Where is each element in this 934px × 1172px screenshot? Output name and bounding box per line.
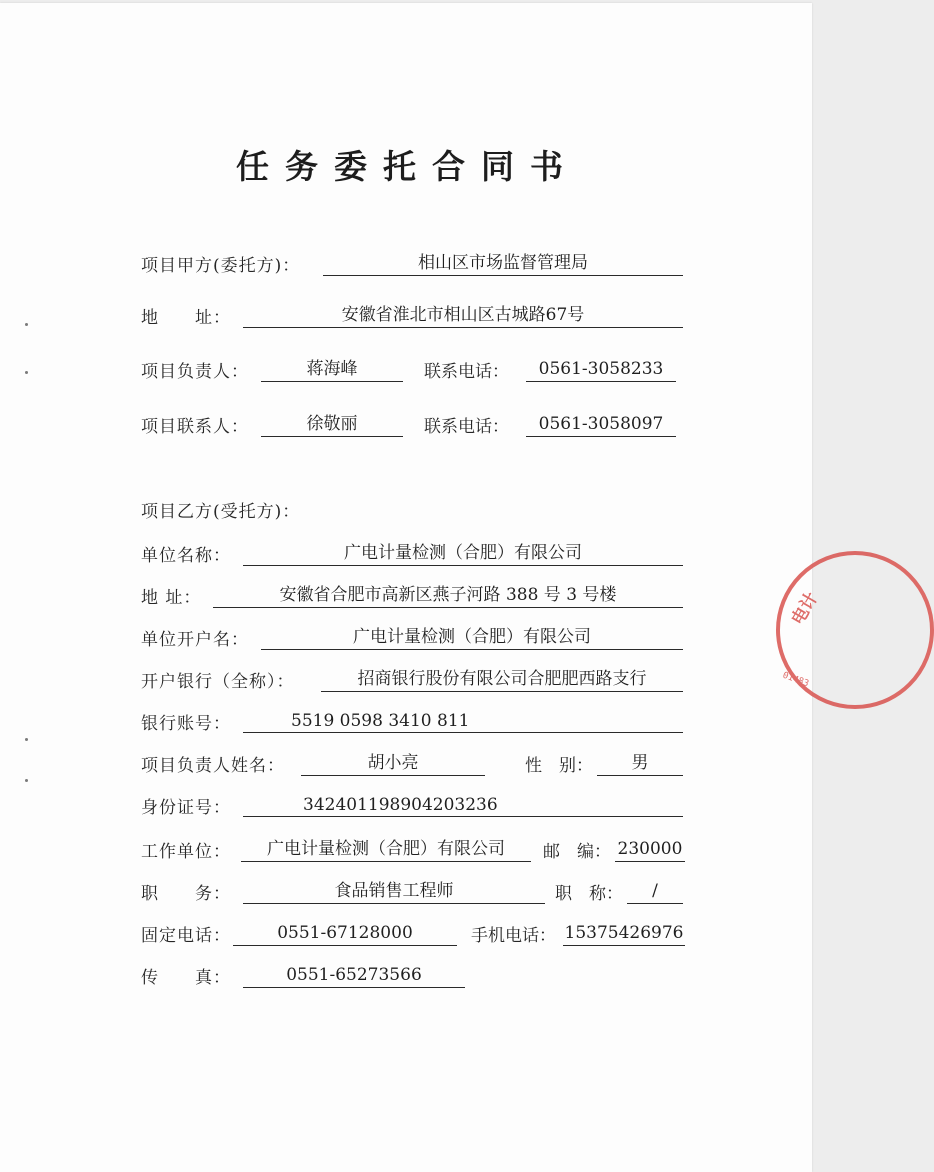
party-b-fax-row (141, 959, 686, 989)
party-b-gender-field: 男 (597, 751, 683, 776)
party-b-landline-field: 0551-67128000 (233, 921, 457, 946)
party-a-name-row (141, 247, 686, 277)
party-b-bank-row (141, 663, 686, 693)
party-b-postcode-label: 邮 编： (543, 842, 611, 862)
party-b-account-no-row (141, 705, 686, 735)
party-b-address-label: 地 址： (141, 588, 202, 608)
party-b-position-field: 食品销售工程师 (243, 879, 545, 904)
party-b-bank-field: 招商银行股份有限公司合肥肥西路支行 (321, 667, 683, 692)
seal-number: 01483 (781, 670, 810, 690)
party-b-account-name-row (141, 621, 686, 651)
party-b-leader-row (141, 747, 686, 777)
party-b-id-row (141, 789, 686, 819)
party-a-contact-phone-label: 联系电话： (424, 417, 509, 437)
party-b-phone-row (141, 917, 686, 947)
party-a-contact-label: 项目联系人： (141, 417, 249, 437)
party-b-workplace-field: 广电计量检测（合肥）有限公司 (241, 837, 531, 862)
party-b-unit-label: 单位名称： (141, 546, 231, 566)
party-b-id-field: 342401198904203236 (243, 793, 683, 817)
party-b-title-field: / (627, 879, 683, 904)
party-b-heading: 项目乙方(受托方)： (141, 502, 301, 522)
document-title: 任务委托合同书 (236, 147, 579, 186)
party-b-id-label: 身份证号： (141, 798, 231, 818)
party-b-landline-label: 固定电话： (141, 926, 231, 946)
party-b-postcode-field: 230000 (615, 837, 685, 862)
party-b-account-name-label: 单位开户名： (141, 630, 249, 650)
company-seal (776, 551, 934, 709)
margin-dot (25, 323, 28, 326)
party-b-account-name-field: 广电计量检测（合肥）有限公司 (261, 625, 683, 650)
party-a-leader-row (141, 353, 686, 383)
document-page (0, 3, 823, 1172)
party-b-unit-row (141, 537, 686, 567)
party-b-account-no-label: 银行账号： (141, 714, 231, 734)
party-a-address-label: 地 址： (141, 308, 231, 328)
seal-text: 电计 (788, 589, 823, 629)
party-b-gender-label: 性 别： (525, 756, 593, 776)
party-a-leader-phone-label: 联系电话： (424, 362, 509, 382)
party-b-fax-field: 0551-65273566 (243, 963, 465, 988)
margin-dot (25, 779, 28, 782)
party-a-name-field: 相山区市场监督管理局 (323, 251, 683, 276)
margin-dot (25, 738, 28, 741)
party-a-leader-label: 项目负责人： (141, 362, 249, 382)
party-b-mobile-label: 手机电话： (471, 926, 556, 946)
party-a-address-row (141, 299, 686, 329)
party-b-unit-field: 广电计量检测（合肥）有限公司 (243, 541, 683, 566)
party-b-workplace-label: 工作单位： (141, 842, 231, 862)
party-a-contact-field: 徐敬丽 (261, 412, 403, 437)
party-a-heading: 项目甲方(委托方)： (141, 256, 301, 276)
party-b-heading-row (141, 493, 686, 523)
party-b-fax-label: 传 真： (141, 968, 231, 988)
party-a-leader-field: 蒋海峰 (261, 357, 403, 382)
party-b-mobile-field: 15375426976 (563, 921, 685, 946)
party-a-contact-phone-field: 0561-3058097 (526, 412, 676, 437)
party-b-leader-name-field: 胡小亮 (301, 751, 485, 776)
party-b-position-row (141, 875, 686, 905)
party-b-account-no-field: 5519 0598 3410 811 (243, 709, 683, 733)
party-a-address-field: 安徽省淮北市相山区古城路67号 (243, 303, 683, 328)
party-b-workplace-row (141, 833, 686, 863)
party-b-address-row (141, 579, 686, 609)
party-a-leader-phone-field: 0561-3058233 (526, 357, 676, 382)
party-b-title-label: 职 称： (555, 884, 623, 904)
party-b-address-field: 安徽省合肥市高新区燕子河路 388 号 3 号楼 (213, 583, 683, 608)
party-b-position-label: 职 务： (141, 884, 231, 904)
party-b-bank-label: 开户银行（全称）： (141, 672, 295, 692)
party-b-leader-name-label: 项目负责人姓名： (141, 756, 285, 776)
party-a-contact-row (141, 408, 686, 438)
margin-dot (25, 371, 28, 374)
